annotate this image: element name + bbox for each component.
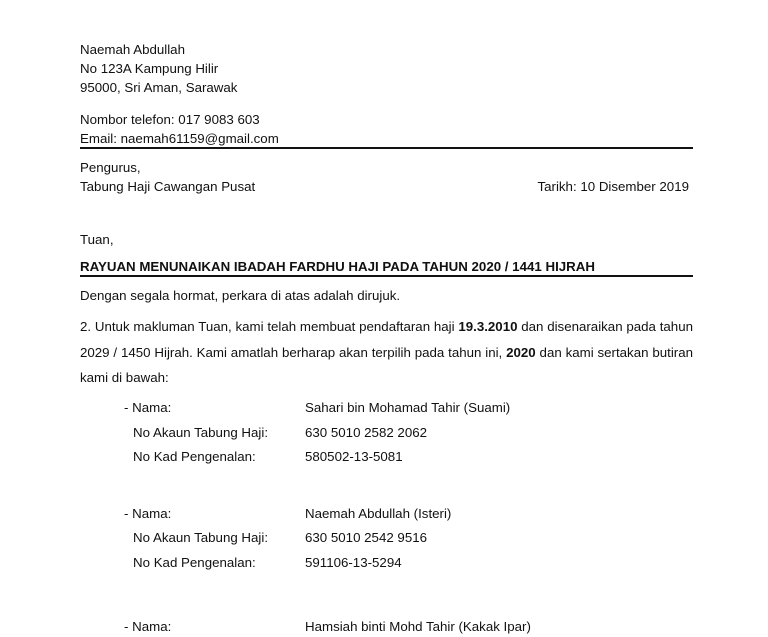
account-label: No Akaun Tabung Haji: xyxy=(133,425,269,440)
ic-label: No Kad Pengenalan: xyxy=(133,555,256,570)
ic-number: 580502-13-5081 xyxy=(305,449,403,464)
account-number: 630 5010 2542 9516 xyxy=(305,530,428,545)
para2-text-2: dan disenaraikan pada tahun 2029 / 1450 Hijrah. Kami amatlah berharap akan terpilih pada tahun ini, xyxy=(80,319,693,360)
person-name: Hamsiah binti Mohd Tahir (Kakak Ipar) xyxy=(305,619,531,634)
letter-subject: RAYUAN MENUNAIKAN IBADAH FARDHU HAJI PADA TAHUN 2020 / 1441 HIJRAH xyxy=(80,259,595,274)
subject-divider xyxy=(80,275,693,277)
recipient-title: Pengurus, xyxy=(80,160,141,175)
person-name: Naemah Abdullah (Isteri) xyxy=(305,506,452,521)
sender-email: Email: naemah61159@gmail.com xyxy=(80,131,279,146)
name-label: - Nama: xyxy=(124,619,172,634)
sender-name: Naemah Abdullah xyxy=(80,42,185,57)
para2-text-1: 2. Untuk makluman Tuan, kami telah membuat pendaftaran haji xyxy=(80,319,459,334)
account-label: No Akaun Tabung Haji: xyxy=(133,530,269,545)
ic-number: 591106-13-5294 xyxy=(305,555,402,570)
ic-label: No Kad Pengenalan: xyxy=(133,449,256,464)
intro-paragraph: Dengan segala hormat, perkara di atas adalah dirujuk. xyxy=(80,288,401,303)
sender-phone: Nombor telefon: 017 9083 603 xyxy=(80,112,260,127)
target-year: 2020 xyxy=(506,344,536,360)
recipient-org: Tabung Haji Cawangan Pusat xyxy=(80,179,256,194)
name-label: - Nama: xyxy=(124,400,172,415)
para2-text-3: dan kami sertakan butiran kami di bawah: xyxy=(80,344,693,385)
header-divider xyxy=(80,147,693,149)
letter-date: Tarikh: 10 Disember 2019 xyxy=(537,179,689,194)
registration-date: 19.3.2010 xyxy=(458,319,518,334)
body-paragraph-2 xyxy=(80,314,693,391)
sender-address-line2: 95000, Sri Aman, Sarawak xyxy=(80,80,238,95)
sender-address-line1: No 123A Kampung Hilir xyxy=(80,61,219,76)
name-label: - Nama: xyxy=(124,506,172,521)
account-number: 630 5010 2582 2062 xyxy=(305,425,428,440)
person-name: Sahari bin Mohamad Tahir (Suami) xyxy=(305,400,511,415)
salutation: Tuan, xyxy=(80,232,114,247)
